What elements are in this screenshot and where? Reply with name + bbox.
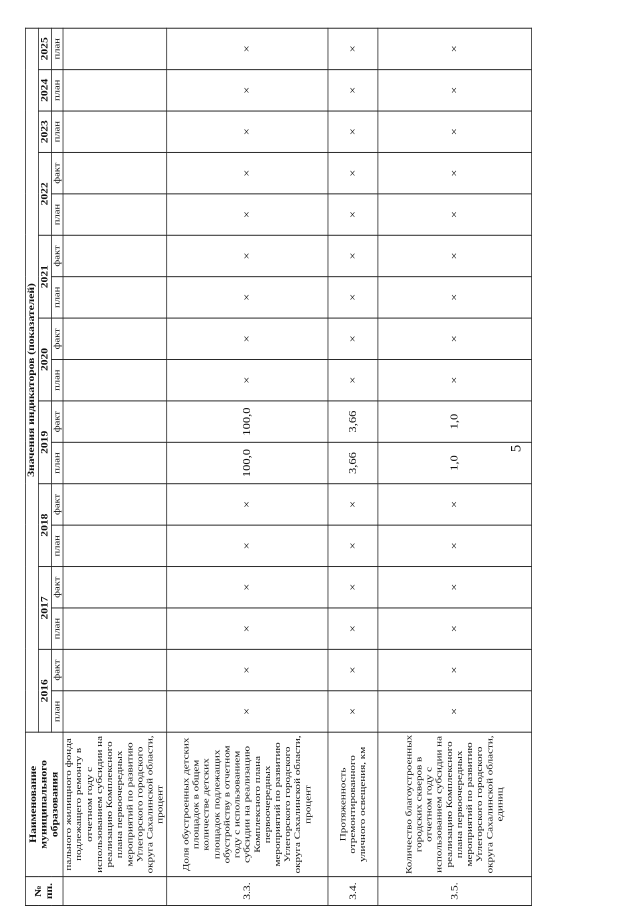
value-cell: 100,0 — [167, 401, 328, 442]
value-cell: × — [167, 318, 328, 359]
header-2018-plan: план — [51, 525, 63, 566]
value-cell — [63, 649, 167, 690]
value-cell: × — [378, 567, 532, 608]
value-cell: × — [328, 70, 378, 111]
header-year-2022: 2022 — [38, 152, 51, 235]
row-name: Протяженность отремонтированного уличного освещения, км — [328, 732, 378, 876]
row-number: 3.4. — [328, 877, 378, 906]
value-cell: × — [378, 28, 532, 70]
header-year-2016: 2016 — [38, 649, 51, 732]
header-2020-fact: факт — [51, 318, 63, 359]
value-cell: × — [378, 235, 532, 276]
header-year-2024: 2024 — [38, 70, 51, 111]
value-cell — [63, 525, 167, 566]
header-year-2017: 2017 — [38, 567, 51, 650]
header-2025-plan: план — [51, 28, 63, 70]
value-cell: × — [328, 318, 378, 359]
value-cell: 1,0 — [378, 442, 532, 483]
value-cell: × — [167, 608, 328, 649]
value-cell: × — [378, 525, 532, 566]
value-cell: × — [328, 608, 378, 649]
header-2022-plan: план — [51, 194, 63, 235]
value-cell: 3,66 — [328, 401, 378, 442]
header-2017-fact: факт — [51, 567, 63, 608]
header-2016-fact: факт — [51, 649, 63, 690]
value-cell: × — [378, 484, 532, 525]
value-cell: × — [328, 28, 378, 70]
value-cell: × — [378, 649, 532, 690]
value-cell: × — [378, 608, 532, 649]
value-cell — [63, 152, 167, 193]
value-cell: × — [328, 484, 378, 525]
value-cell: × — [328, 649, 378, 690]
value-cell: × — [328, 194, 378, 235]
value-cell — [63, 194, 167, 235]
value-cell: × — [167, 111, 328, 152]
value-cell — [63, 70, 167, 111]
row-number — [63, 877, 167, 906]
value-cell — [63, 401, 167, 442]
value-cell — [63, 484, 167, 525]
value-cell — [63, 318, 167, 359]
value-cell: × — [328, 525, 378, 566]
row-number: 3.3. — [167, 877, 328, 906]
value-cell — [63, 28, 167, 70]
row-name: Доля обустроенных детских площадок в общем количестве детских площадок подлежащих обустройству в отчетном году с использованием субсидии на реализацию Комплексного плана первоочередных мероприятий по развитию Углегорского городского округа Сахалинской области, процент — [167, 732, 328, 876]
value-cell: × — [167, 235, 328, 276]
value-cell: × — [328, 691, 378, 732]
table-row — [63, 28, 167, 906]
header-2020-plan: план — [51, 359, 63, 400]
value-cell: × — [378, 277, 532, 318]
value-cell: × — [328, 111, 378, 152]
value-cell: × — [167, 28, 328, 70]
value-cell: × — [167, 525, 328, 566]
header-2023-plan: план — [51, 111, 63, 152]
value-cell: 3,66 — [328, 442, 378, 483]
value-cell: × — [378, 152, 532, 193]
value-cell: × — [328, 359, 378, 400]
value-cell — [63, 691, 167, 732]
value-cell: 1,0 — [378, 401, 532, 442]
value-cell: × — [167, 567, 328, 608]
value-cell: × — [378, 318, 532, 359]
row-name: Количество благоустроенных городских скверов в отчетном году с использованием субсидии на реализацию Комплексного плана первоочередных мероприятий по развитию Углегорского городского округа Сахалинской области, единиц — [378, 732, 532, 876]
header-2016-plan: план — [51, 691, 63, 732]
value-cell: × — [167, 359, 328, 400]
value-cell: 100,0 — [167, 442, 328, 483]
header-2022-fact: факт — [51, 152, 63, 193]
header-num: № пп. — [25, 877, 63, 906]
indicators-table — [25, 28, 532, 906]
value-cell: × — [378, 359, 532, 400]
table-row — [167, 28, 328, 906]
header-year-2023: 2023 — [38, 111, 51, 152]
header-year-2025: 2025 — [38, 28, 51, 70]
value-cell — [63, 111, 167, 152]
row-number: 3.5. — [378, 877, 532, 906]
value-cell — [63, 277, 167, 318]
value-cell — [63, 235, 167, 276]
header-year-2021: 2021 — [38, 235, 51, 318]
header-2017-plan: план — [51, 608, 63, 649]
value-cell — [63, 359, 167, 400]
value-cell: × — [328, 277, 378, 318]
value-cell: × — [378, 70, 532, 111]
value-cell: × — [167, 194, 328, 235]
value-cell: × — [378, 194, 532, 235]
header-name: Наименование муниципального образования — [25, 732, 63, 876]
header-2019-plan: план — [51, 442, 63, 483]
value-cell: × — [167, 152, 328, 193]
value-cell: × — [167, 649, 328, 690]
header-year-2018: 2018 — [38, 484, 51, 567]
value-cell: × — [167, 484, 328, 525]
value-cell: × — [378, 691, 532, 732]
table-row — [328, 28, 378, 906]
header-2024-plan: план — [51, 70, 63, 111]
value-cell: × — [378, 111, 532, 152]
row-name: пального жилищного фонда подлежащего ремонту в отчетном году с использованием субсидии на реализацию Комплексного плана первоочередных мероприятий по развитию Углегорского городского округа Сахалинской области, процент — [63, 732, 167, 876]
header-year-2019: 2019 — [38, 401, 51, 484]
value-cell — [63, 567, 167, 608]
value-cell: × — [167, 277, 328, 318]
value-cell — [63, 442, 167, 483]
value-cell: × — [167, 691, 328, 732]
rotated-page — [25, 29, 517, 906]
value-cell: × — [328, 152, 378, 193]
value-cell — [63, 608, 167, 649]
header-2021-fact: факт — [51, 235, 63, 276]
table-row — [378, 28, 532, 906]
header-2018-fact: факт — [51, 484, 63, 525]
value-cell: × — [328, 235, 378, 276]
value-cell: × — [328, 567, 378, 608]
header-2021-plan: план — [51, 277, 63, 318]
page-number: 5 — [508, 444, 525, 453]
header-year-2020: 2020 — [38, 318, 51, 401]
header-indicators: Значения индикаторов (показателей) — [25, 28, 38, 732]
header-2019-fact: факт — [51, 401, 63, 442]
value-cell: × — [167, 70, 328, 111]
